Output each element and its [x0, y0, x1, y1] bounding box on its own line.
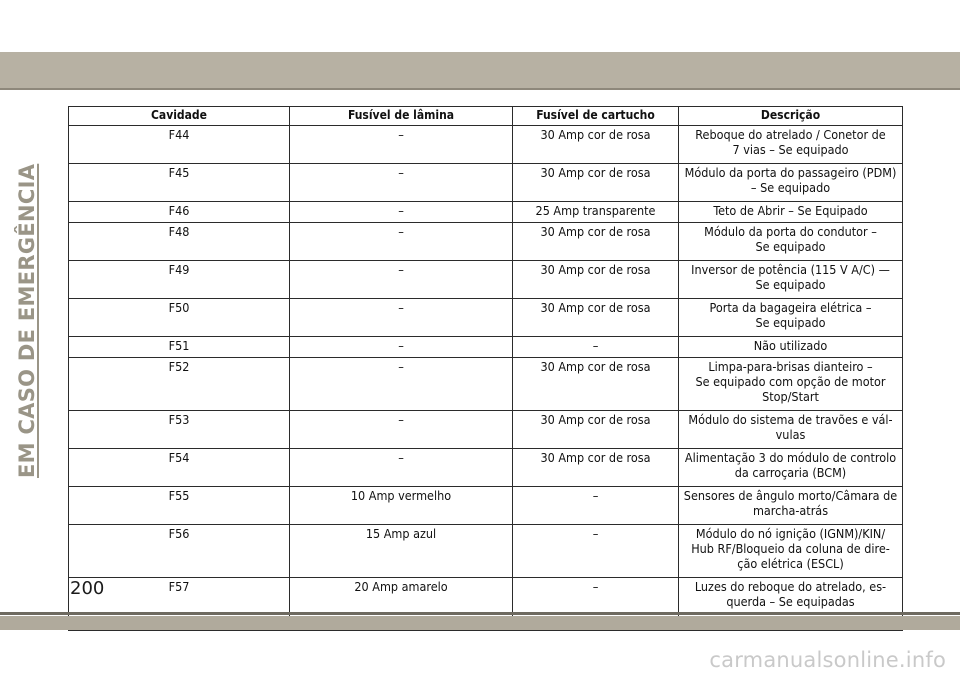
fuse-table [68, 106, 903, 631]
cell-descricao: Inversor de potência (115 V A/C) — Se equipado [679, 261, 903, 299]
cell-descricao: Módulo do nó ignição (IGNM)/KIN/ Hub RF/Bloqueio da coluna de dire- ção elétrica (ESCL) [679, 525, 903, 578]
table-header-row [69, 107, 903, 126]
cell-fusivel-cartucho: 30 Amp cor de rosa [513, 223, 679, 261]
cell-descricao: Limpa-para-brisas dianteiro – Se equipado com opção de motor Stop/Start [679, 358, 903, 411]
cell-cavidade: F53 [69, 411, 290, 449]
cell-cavidade: F52 [69, 358, 290, 411]
cell-fusivel-cartucho: – [513, 487, 679, 525]
cell-fusivel-cartucho: – [513, 337, 679, 358]
table-row [69, 358, 903, 411]
cell-cavidade: F49 [69, 261, 290, 299]
cell-cavidade: F45 [69, 164, 290, 202]
watermark-text: carmanualsonline.info [709, 648, 946, 672]
footer-band [0, 616, 960, 630]
cell-cavidade: F51 [69, 337, 290, 358]
table-row [69, 299, 903, 337]
cell-fusivel-lamina: – [290, 411, 513, 449]
fuse-table-body [69, 126, 903, 631]
cell-fusivel-cartucho: 30 Amp cor de rosa [513, 299, 679, 337]
header-band [0, 52, 960, 88]
cell-fusivel-lamina: – [290, 261, 513, 299]
cell-cavidade: F54 [69, 449, 290, 487]
header-cavidade: Cavidade [69, 107, 290, 126]
cell-fusivel-lamina: – [290, 337, 513, 358]
cell-fusivel-cartucho: 30 Amp cor de rosa [513, 261, 679, 299]
cell-descricao: Sensores de ângulo morto/Câmara de marcha-atrás [679, 487, 903, 525]
cell-descricao: Não utilizado [679, 337, 903, 358]
cell-cavidade: F44 [69, 126, 290, 164]
header-fusivel-cartucho: Fusível de cartucho [513, 107, 679, 126]
table-row [69, 449, 903, 487]
cell-descricao: Módulo da porta do condutor – Se equipado [679, 223, 903, 261]
cell-fusivel-lamina: 20 Amp amarelo [290, 578, 513, 631]
cell-cavidade: F55 [69, 487, 290, 525]
table-row [69, 487, 903, 525]
header-descricao: Descrição [679, 107, 903, 126]
table-row [69, 261, 903, 299]
cell-descricao: Luzes do reboque do atrelado, es- querda – Se equipadas [679, 578, 903, 631]
cell-cavidade: F48 [69, 223, 290, 261]
cell-fusivel-cartucho: 30 Amp cor de rosa [513, 411, 679, 449]
table-row [69, 202, 903, 223]
table-row [69, 223, 903, 261]
cell-fusivel-lamina: 15 Amp azul [290, 525, 513, 578]
cell-descricao: Alimentação 3 do módulo de controlo da carroçaria (BCM) [679, 449, 903, 487]
cell-fusivel-lamina: – [290, 164, 513, 202]
cell-descricao: Teto de Abrir – Se Equipado [679, 202, 903, 223]
cell-fusivel-cartucho: 30 Amp cor de rosa [513, 164, 679, 202]
cell-descricao: Módulo do sistema de travões e vál- vulas [679, 411, 903, 449]
cell-fusivel-cartucho: 30 Amp cor de rosa [513, 126, 679, 164]
cell-fusivel-cartucho: 30 Amp cor de rosa [513, 358, 679, 411]
cell-fusivel-lamina: 10 Amp vermelho [290, 487, 513, 525]
cell-fusivel-lamina: – [290, 449, 513, 487]
cell-fusivel-lamina: – [290, 202, 513, 223]
footer-rule [0, 612, 960, 615]
cell-fusivel-cartucho: 30 Amp cor de rosa [513, 449, 679, 487]
header-fusivel-lamina: Fusível de lâmina [290, 107, 513, 126]
cell-descricao: Porta da bagageira elétrica – Se equipado [679, 299, 903, 337]
table-row [69, 337, 903, 358]
cell-fusivel-cartucho: – [513, 525, 679, 578]
cell-cavidade: F56 [69, 525, 290, 578]
cell-fusivel-cartucho: 25 Amp transparente [513, 202, 679, 223]
cell-cavidade: F46 [69, 202, 290, 223]
cell-descricao: Reboque do atrelado / Conetor de 7 vias – Se equipado [679, 126, 903, 164]
table-row [69, 164, 903, 202]
cell-descricao: Módulo da porta do passageiro (PDM) – Se equipado [679, 164, 903, 202]
cell-fusivel-lamina: – [290, 299, 513, 337]
cell-fusivel-cartucho: – [513, 578, 679, 631]
table-row [69, 411, 903, 449]
cell-fusivel-lamina: – [290, 358, 513, 411]
table-row [69, 126, 903, 164]
section-title: EM CASO DE EMERGÊNCIA [15, 163, 39, 478]
page-number: 200 [70, 578, 105, 599]
header-band-rule [0, 88, 960, 90]
cell-cavidade: F50 [69, 299, 290, 337]
cell-fusivel-lamina: – [290, 223, 513, 261]
cell-cavidade: F57 [69, 578, 290, 631]
table-row [69, 525, 903, 578]
cell-fusivel-lamina: – [290, 126, 513, 164]
